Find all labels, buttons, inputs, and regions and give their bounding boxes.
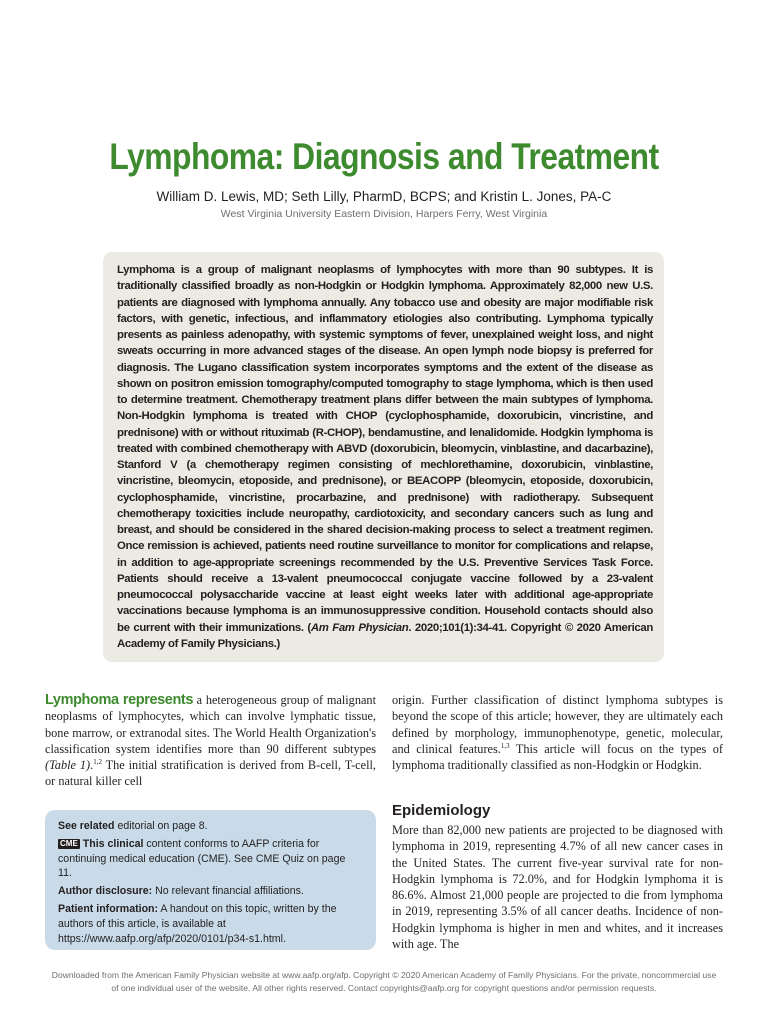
author-list: William D. Lewis, MD; Seth Lilly, PharmD, BCPS; and Kristin L. Jones, PA-C (156, 189, 612, 204)
intro-text-2: The initial stratification is derived from B-cell, T-cell, or natural killer cell (45, 758, 377, 789)
epidemiology-text: More than 82,000 new patients are projected to be diagnosed with lymphoma in 2019, representing 4.7% of all new cancer cases in the United States. The current five-year survival rate for non-Hodgkin lymphoma is 72.0%, and for Hodgkin lymphoma it is 86.6%. Almost 21,000 people are projected to die from lymphoma in 2019, representing 3.5% of all cancer deaths. Incidence of non-Hodgkin lymphoma is higher in men and whites, and it increases with age. The (392, 823, 723, 952)
cme-label: This clinical (82, 837, 144, 850)
cme-text: content conforms to AAFP criteria for continuing medical education (CME). See CME Quiz on page 11. (58, 837, 346, 880)
author-disclosure (58, 884, 358, 899)
patient-info-label: Patient information: (58, 902, 159, 915)
abstract-citation: . 2020;101(1):34-41. Copyright © 2020 American Academy of Family Physicians.) (117, 621, 654, 650)
author-affiliation: West Virginia University Eastern Division, Harpers Ferry, West Virginia (220, 208, 548, 220)
cme-note (58, 837, 358, 881)
patient-info-text[interactable]: A handout on this topic, written by the authors of this article, is available at https://www.aafp.org/afp/2020/0101/p34-s1.html. (58, 902, 337, 945)
reference-superscript: 1,3 (500, 741, 510, 750)
abstract-body: Lymphoma is a group of malignant neoplasms of lymphocytes with more than 90 subtypes. It is traditionally classified broadly as non-Hodgkin or Hodgkin lymphoma. Approximately 82,000 new U.S. patients are diagnosed with lymphoma annually. Any tobacco use and obesity are major modifiable risk factors, with genetic, infectious, and inflammatory etiologies also contributing. Lymphoma typically presents as painless adenopathy, with systemic symptoms of fever, unexplained weight loss, and night sweats occurring in more advanced stages of the disease. An open lymph node biopsy is preferred for diagnosis. The Lugano classification system incorporates symptoms and the extent of the disease as shown on positron emission tomography/computed tomography to stage lymphoma, which is then used to determine treatment. Chemotherapy treatment plans differ between the main subtypes of lymphoma. Non-Hodgkin lymphoma is treated with CHOP (cyclophosphamide, doxorubicin, vincristine, and prednisone) with or without rituximab (R-CHOP), bendamustine, and lenalidomide. Hodgkin lymphoma is treated with combined chemotherapy with ABVD (doxorubicin, bleomycin, vinblastine, and dacarbazine), Stanford V (a chemotherapy regimen consisting of mechlorethamine, doxorubicin, vinblastine, vincristine, bleomycin, etoposide, and prednisone), or BEACOPP (bleomycin, etoposide, doxorubicin, cyclophosphamide, vincristine, procarbazine, and prednisone) with radiotherapy. Subsequent chemotherapy toxicities include neuropathy, cardiotoxicity, and secondary cancers such as lung and breast, and should be considered in the shared decision-making process to select a treatment regimen. Once remission is achieved, patients need routine surveillance to monitor for complications and relapse, in addition to age-appropriate screenings recommended by the U.S. Preventive Services Task Force. Patients should receive a 13-valent pneumococcal conjugate vaccine followed by a 23-valent pneumococcal polysaccharide vaccine at least eight weeks later with additional age-appropriate vaccinations because lymphoma is an immunosuppressive condition. Household contacts should also be current with their immunizations. ( (117, 264, 653, 634)
see-related-label: See related (58, 820, 115, 832)
cme-badge-icon: CME (60, 838, 78, 848)
epidemiology-heading: Epidemiology (392, 802, 491, 819)
disclosure-text: No relevant financial affiliations. (152, 885, 304, 898)
abstract-journal: Am Fam Physician (310, 621, 409, 634)
patient-information (58, 902, 358, 946)
intro-right-column (392, 692, 723, 773)
intro-right-text-2: This article will focus on the types of lymphoma traditionally classified as non-Hodgkin or Hodgkin. (392, 741, 723, 773)
article-title: Lymphoma: Diagnosis and Treatment (109, 136, 659, 177)
intro-left-column: Lymphoma represents a heterogeneous group of malignant neoplasms of lymphocytes, which can involve lymphatic tissue, bone marrow, or extranodal sites. The World Health Organization's classification system identifies more than 90 different subtypes (Table 1).$^{1,2}$ The initial stratification is derived from B-cell, T-cell, or natural killer cell (45, 692, 377, 789)
disclosure-label: Author disclosure: (58, 885, 153, 898)
info-sidebar (45, 810, 376, 950)
intro-right-text-1: origin. Further classification of distinct lymphoma subtypes is beyond the scope of this article; however, they are ultimately each defined by morphology, immunophenotype, genetic, molecular, and clinical features. (392, 693, 723, 756)
copyright-footer: Downloaded from the American Family Physician website at www.aafp.org/afp. Copyright © 2020 American Academy of Family Physicians. For the private, noncommercial use of one individual user of the website. All other rights reserved. Contact copyrights@aafp.org for copyright questions and/or permission requests. (51, 970, 717, 993)
see-related-note (58, 819, 358, 834)
table-1-reference[interactable]: (Table 1) (45, 758, 91, 773)
abstract-box (103, 252, 664, 662)
reference-superscript: 1,2 (93, 758, 102, 767)
see-related-text: editorial on page 8. (114, 820, 208, 832)
intro-lead-in: Lymphoma represents (45, 692, 193, 708)
intro-text-1: a heterogeneous group of malignant neoplasms of lymphocytes, which can involve lymphatic tissue, bone marrow, or extranodal sites. The World Health Organization's classification system identifies more than 90 different subtypes (45, 693, 376, 756)
abstract-text (117, 262, 653, 652)
